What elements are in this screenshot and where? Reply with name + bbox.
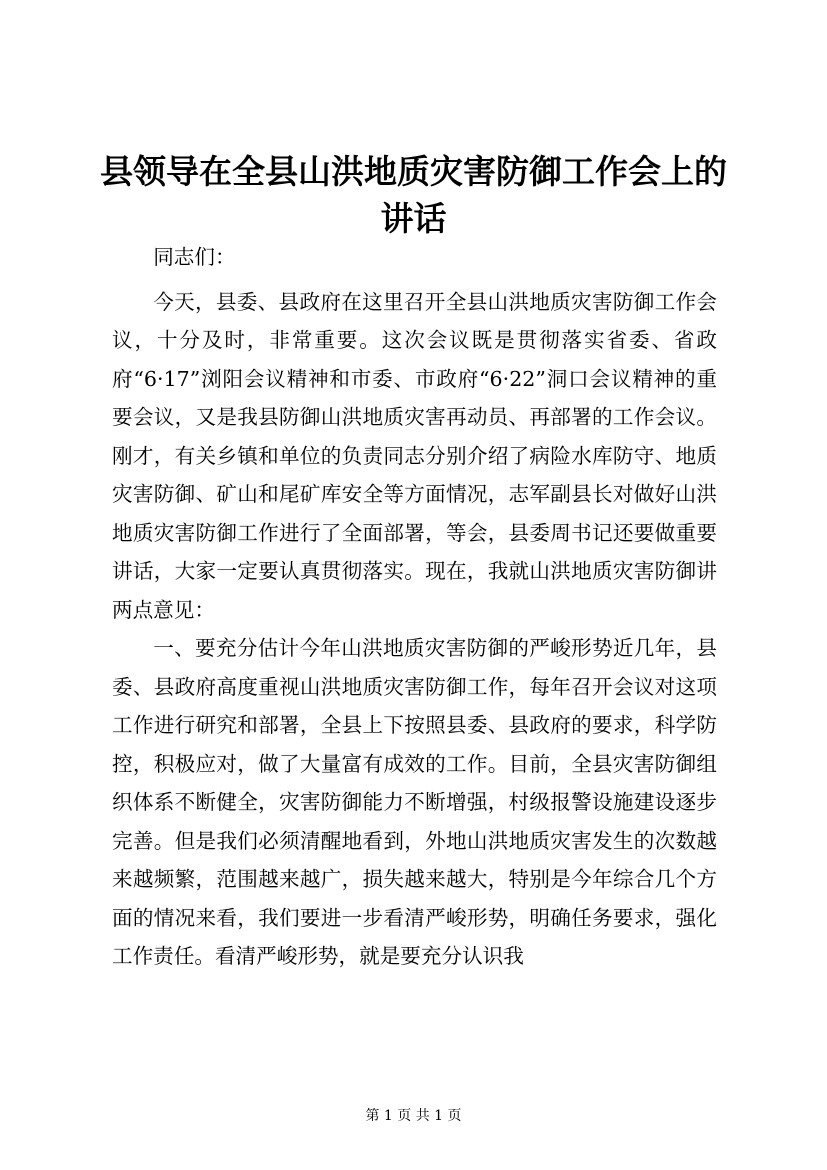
- paragraph-1: 今天，县委、县政府在这里召开全县山洪地质灾害防御工作会议，十分及时，非常重要。这次会议既是贯彻落实省委、省政府“6·17”浏阳会议精神和市委、市政府“6·22”洞口会议精神的重要会议，又是我县防御山洪地质灾害再动员、再部署的工作会议。刚才，有关乡镇和单位的负责同志分别介绍了病险水库防守、地质灾害防御、矿山和尾矿库安全等方面情况，志军副县长对做好山洪地质灾害防御工作进行了全面部署，等会，县委周书记还要做重要讲话，大家一定要认真贯彻落实。现在，我就山洪地质灾害防御讲两点意见：: [112, 289, 717, 622]
- salutation: 同志们：: [153, 245, 236, 269]
- document-title: 县领导在全县山洪地质灾害防御工作会上的讲话: [100, 152, 727, 238]
- paragraph-2: 一、要充分估计今年山洪地质灾害防御的严峻形势近几年，县委、县政府高度重视山洪地质灾害防御工作，每年召开会议对这项工作进行研究和部署，全县上下按照县委、县政府的要求，科学防控，积极应对，做了大量富有成效的工作。目前，全县灾害防御组织体系不断健全，灾害防御能力不断增强，村级报警设施建设逐步完善。但是我们必须清醒地看到，外地山洪地质灾害发生的次数越来越频繁，范围越来越广，损失越来越大，特别是今年综合几个方面的情况来看，我们要进一步看清严峻形势，明确任务要求，强化工作责任。看清严峻形势，就是要充分认识我: [112, 636, 717, 968]
- document-body: [112, 238, 717, 976]
- page-footer: 第 1 页 共 1 页: [365, 1108, 462, 1124]
